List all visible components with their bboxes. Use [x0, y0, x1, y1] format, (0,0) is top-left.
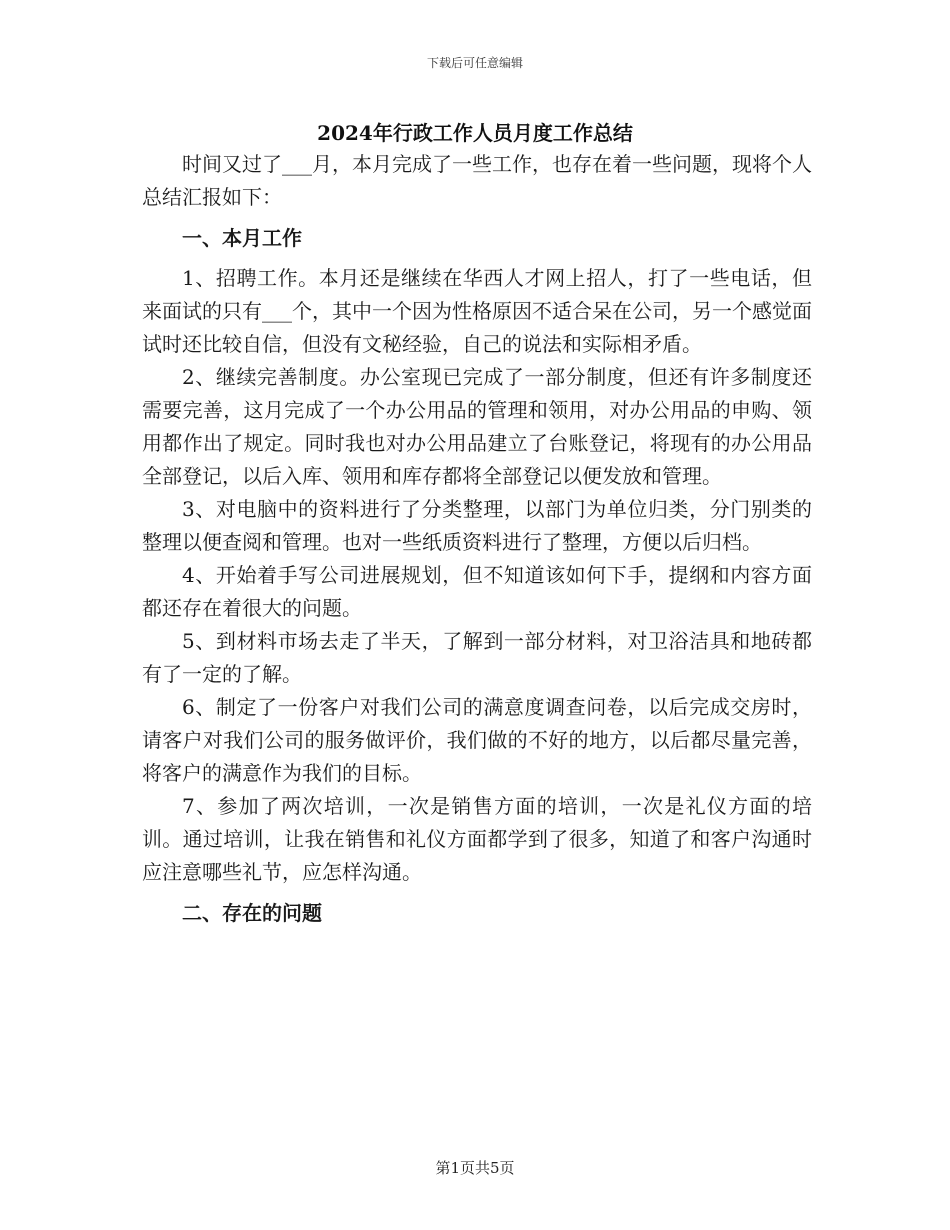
- work-item-rules: 2、继续完善制度。办公室现已完成了一部分制度，但还有许多制度还需要完善，这月完成了一个办公用品的管理和领用，对办公用品的申购、领用都作出了规定。同时我也对办公用品建立了台账登记，将现有的办公用品全部登记，以后入库、领用和库存都将全部登记以便发放和管理。: [142, 365, 812, 488]
- header-note: 下载后可任意编辑: [426, 56, 523, 70]
- work-item-file-organizing: 3、对电脑中的资料进行了分类整理，以部门为单位归类，分门别类的整理以便查阅和管理。也对一些纸质资料进行了整理，方便以后归档。: [142, 497, 812, 554]
- work-item-survey: 6、制定了一份客户对我们公司的满意度调查问卷，以后完成交房时，请客户对我们公司的服务做评价，我们做的不好的地方，以后都尽量完善，将客户的满意作为我们的目标。: [142, 695, 812, 785]
- work-item-market-visit: 5、到材料市场去走了半天，了解到一部分材料，对卫浴洁具和地砖都有了一定的了解。: [142, 629, 812, 686]
- work-item-planning: 4、开始着手写公司进展规划，但不知道该如何下手，提纲和内容方面都还存在着很大的问题。: [142, 563, 812, 620]
- document-title: 2024年行政工作人员月度工作总结: [317, 121, 633, 145]
- work-item-training: 7、参加了两次培训，一次是销售方面的培训，一次是礼仪方面的培训。通过培训，让我在销售和礼仪方面都学到了很多，知道了和客户沟通时应注意哪些礼节，应怎样沟通。: [142, 794, 812, 884]
- section-heading-problems: 二、存在的问题: [182, 901, 322, 925]
- document-body: [142, 148, 812, 937]
- page-number: 第1页共5页: [435, 1159, 515, 1177]
- section-heading-monthly-work: 一、本月工作: [182, 226, 302, 250]
- intro-paragraph: 时间又过了___月，本月完成了一些工作，也存在着一些问题，现将个人总结汇报如下：: [142, 152, 812, 209]
- work-item-recruitment: 1、招聘工作。本月还是继续在华西人才网上招人，打了一些电话，但来面试的只有___个，其中一个因为性格原因不适合呆在公司，另一个感觉面试时还比较自信，但没有文秘经验，自己的说法和实际相矛盾。: [142, 266, 812, 356]
